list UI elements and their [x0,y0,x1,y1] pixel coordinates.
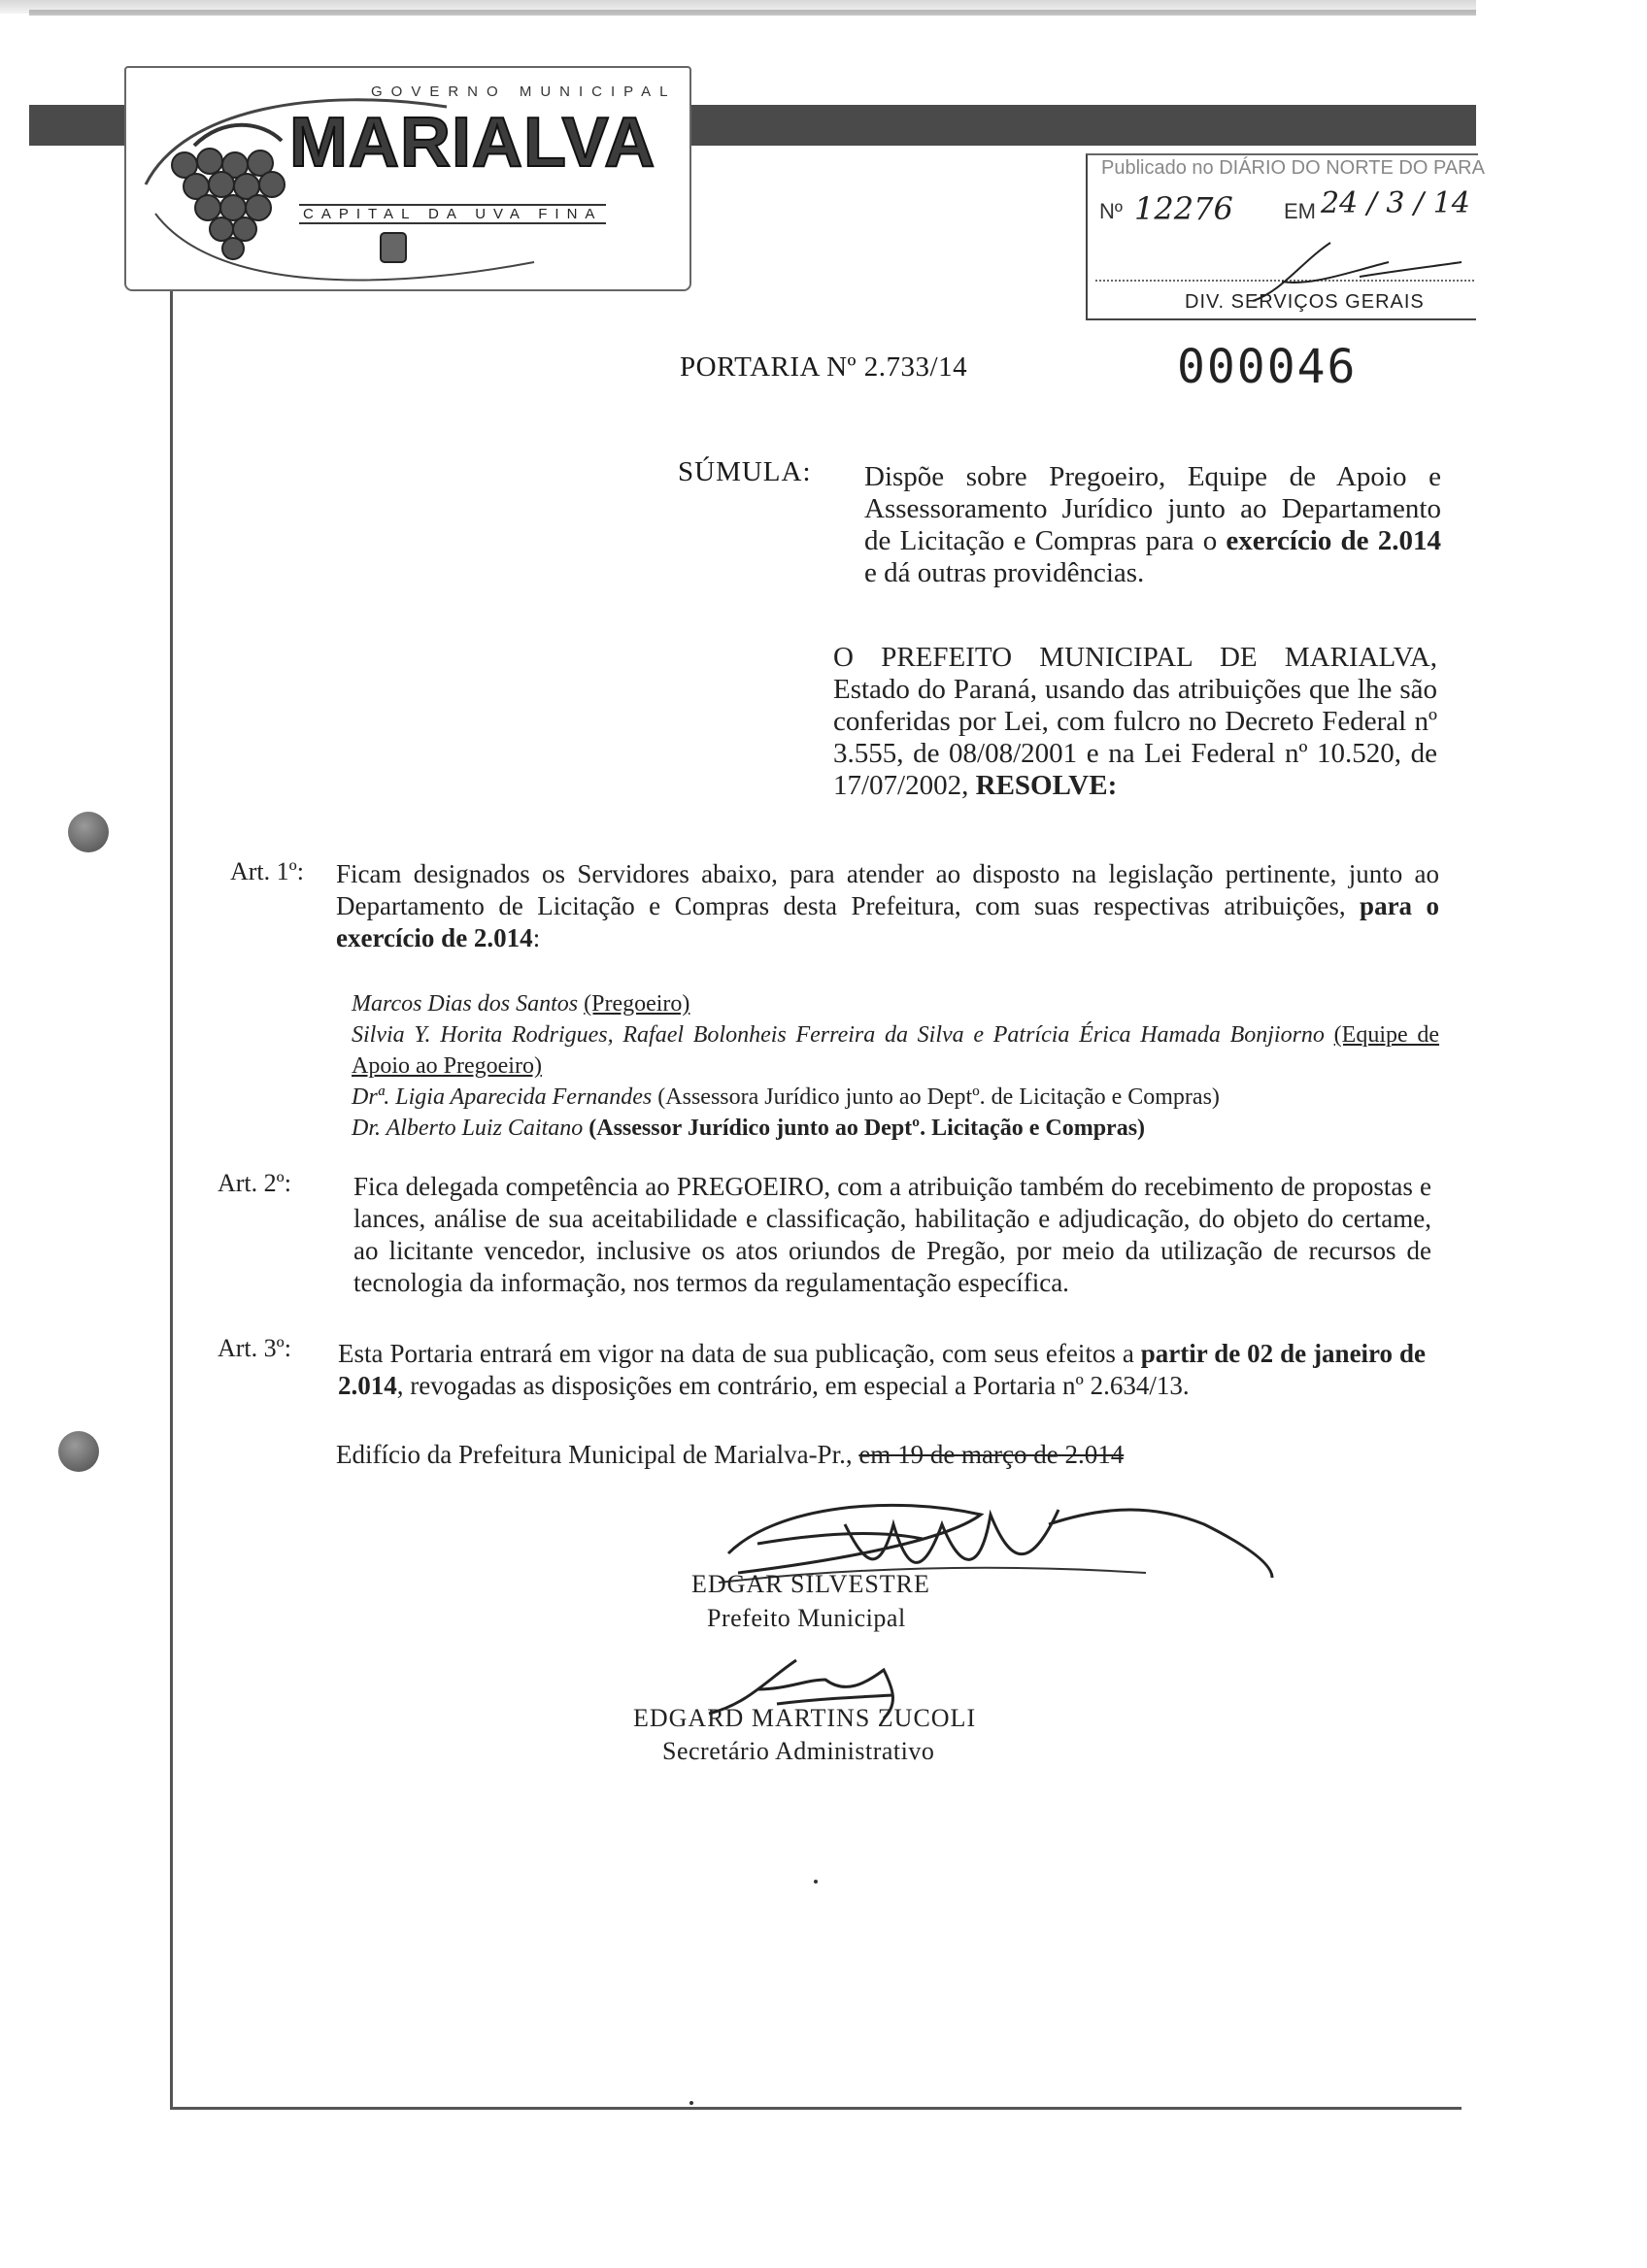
stamp-number-value: 12276 [1134,190,1233,227]
mayor-name: EDGAR SILVESTRE [691,1570,930,1598]
designation-role: (Assessora Jurídico junto ao Deptº. de Licitação e Compras) [657,1084,1220,1110]
stamp-published-in: Publicado no DIÁRIO DO NORTE DO PARA [1101,157,1485,179]
art3-text [338,1338,1426,1402]
preamble-text: Estado do Paraná, usando das atribuições que lhe são conferidas por Lei, com fulcro no Decreto Federal nº 3.555, de 08/08/2001 e na Lei Federal nº 10.520, de 17/07/2002, [833,674,1437,801]
secretary-role: Secretário Administrativo [662,1737,935,1765]
sumula-label: SÚMULA: [678,456,812,487]
logo-tagline: CAPITAL DA UVA FINA [299,204,606,224]
logo-city-name: MARIALVA [289,104,656,182]
punch-hole-upper [68,812,109,852]
scan-top-line [29,10,1476,16]
scan-bottom-border [170,2107,1462,2110]
designation-role: (Equipe de Apoio ao Pregoeiro) [352,1022,1440,1079]
sumula-text-part: Dispõe sobre Pregoeiro, Equipe de Apoio e Assessoramento Jurídico junto ao Departamento de Licitação e Compras para o [864,461,1441,556]
art1-text-bold: para o exercício de 2.014 [336,891,1439,952]
designation-name: Drª. Ligia Aparecida Fernandes [352,1084,653,1110]
preamble-authority: O PREFEITO MUNICIPAL DE MARIALVA, [833,642,1437,673]
art1-text-end: : [532,923,541,952]
stamp-date-label: EM [1284,199,1316,223]
stamp-date-value: 24 / 3 / 14 [1321,186,1470,220]
art1-label: Art. 1º: [230,857,304,885]
designation-item [352,1019,1439,1082]
art1-text [336,858,1439,954]
mayor-role: Prefeito Municipal [707,1604,906,1632]
designation-item [352,1082,1439,1113]
art3-text-end: , revogadas as disposições em contrário, em especial a Portaria nº 2.634/13. [396,1371,1190,1400]
designation-list [352,988,1439,1144]
sumula-text [864,461,1441,589]
designation-role: (Pregoeiro) [584,991,690,1017]
document-title: PORTARIA Nº 2.733/14 [680,351,968,383]
preamble [833,642,1437,802]
stamp-bottom-rule [1086,318,1476,320]
punch-hole-lower [58,1431,99,1472]
sumula-text-end: e dá outras providências. [864,557,1145,588]
logo-government-label: GOVERNO MUNICIPAL [371,83,677,100]
designation-item [352,1113,1439,1144]
secretary-name: EDGARD MARTINS ZUCOLI [633,1704,977,1732]
art3-label: Art. 3º: [218,1334,291,1362]
scan-left-border [170,282,173,2107]
place-text: Edifício da Prefeitura Municipal de Marialva-Pr., [336,1440,859,1469]
art3-text-bold: partir de 02 de janeiro de 2.014 [338,1339,1427,1400]
designation-item [352,988,1439,1019]
sumula-text-bold: exercício de 2.014 [1226,525,1441,556]
art2-label: Art. 2º: [218,1169,291,1197]
scan-dot [814,1880,818,1884]
date-text: em 19 de março de 2.014 [858,1440,1125,1469]
art1-text-part: Ficam designados os Servidores abaixo, para atender ao disposto na legislação pertinente, junto ao Departamento de Licitação e Compras desta Prefeitura, com suas respectivas atribuições, [336,859,1439,920]
stamp-number-label: Nº [1099,199,1123,223]
municipal-logo [124,66,691,291]
art3-text-part: Esta Portaria entrará em vigor na data de sua publicação, com seus efeitos a [338,1339,1141,1368]
scan-dot [689,2101,693,2105]
designation-name: Dr. Alberto Luiz Caitano [352,1116,584,1141]
designation-name: Marcos Dias dos Santos [352,991,579,1017]
designation-name: Silvia Y. Horita Rodrigues, Rafael Bolonheis Ferreira da Silva e Patrícia Érica Hamada Bonjiorno [352,1022,1325,1048]
document-number: 000046 [1177,340,1358,394]
preamble-resolve: RESOLVE: [975,770,1118,801]
designation-role: (Assessor Jurídico junto ao Deptº. Licitação e Compras) [588,1116,1146,1141]
art2-text: Fica delegada competência ao PREGOEIRO, com a atribuição também do recebimento de propostas e lances, análise de sua aceitabilidade e classificação, habilitação e adjudicação, do objeto do certame, ao licitante vencedor, inclusive os atos oriundos de Pregão, por meio da utilização de recursos de tecnologia da informação, nos termos da regulamentação específica. [353,1172,1431,1297]
stamp-department: DIV. SERVIÇOS GERAIS [1185,291,1425,313]
place-date [336,1440,1124,1470]
